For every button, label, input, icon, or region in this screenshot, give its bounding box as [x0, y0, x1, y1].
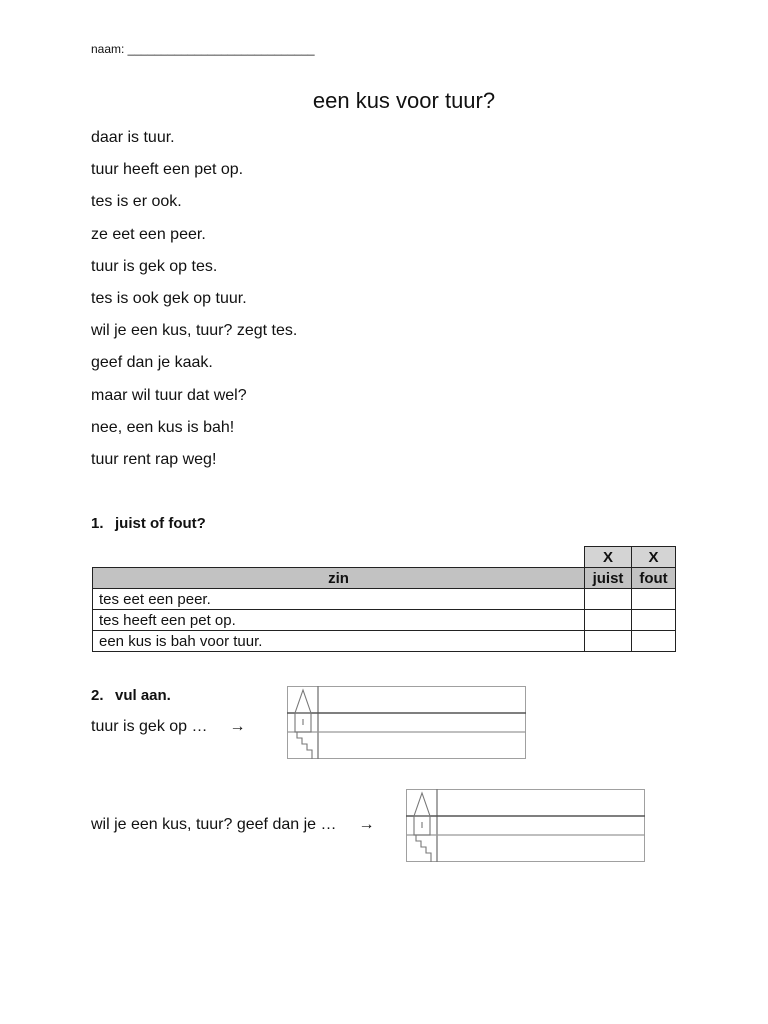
arrow-right-icon: → — [229, 718, 246, 735]
fout-checkbox-cell[interactable] — [632, 610, 676, 631]
question-1-heading — [91, 515, 206, 532]
writing-lines-box[interactable] — [287, 686, 527, 760]
fout-checkbox-cell[interactable] — [632, 631, 676, 652]
sentence-cell: tes heeft een pet op. — [93, 610, 585, 631]
story-line: tes is er ook. — [91, 193, 182, 211]
fill-in-prompt — [91, 718, 246, 736]
table-spacer — [93, 547, 585, 568]
story-line: tuur rent rap weg! — [91, 450, 217, 468]
question-label: vul aan. — [115, 687, 171, 704]
juist-checkbox-cell[interactable] — [585, 589, 632, 610]
column-header-juist: juist — [585, 568, 632, 589]
story-line: ze eet een peer. — [91, 225, 206, 243]
table-row — [93, 610, 676, 631]
fill-in-prompt — [91, 816, 374, 834]
x-mark-juist: X — [585, 547, 632, 568]
story-text — [91, 128, 297, 482]
story-line: tuur is gek op tes. — [91, 257, 218, 275]
story-line: daar is tuur. — [91, 129, 175, 146]
fout-checkbox-cell[interactable] — [632, 589, 676, 610]
sentence-cell: tes eet een peer. — [93, 589, 585, 610]
arrow-right-icon: → — [358, 816, 375, 833]
table-row — [93, 631, 676, 652]
story-line: nee, een kus is bah! — [91, 418, 235, 436]
story-line: geef dan je kaak. — [91, 354, 213, 372]
question-number: 1. — [91, 515, 104, 532]
sentence-cell: een kus is bah voor tuur. — [93, 631, 585, 652]
true-false-table — [92, 546, 676, 652]
prompt-text: wil je een kus, tuur? geef dan je … — [91, 816, 337, 833]
story-line: tuur heeft een pet op. — [91, 161, 244, 179]
name-field: naam: ____________________________ — [91, 42, 315, 56]
question-2-heading — [91, 687, 171, 704]
letter-house-icon — [295, 690, 312, 759]
juist-checkbox-cell[interactable] — [585, 610, 632, 631]
writing-lines-box[interactable] — [406, 789, 646, 863]
story-line: maar wil tuur dat wel? — [91, 386, 247, 404]
story-line: wil je een kus, tuur? zegt tes. — [91, 322, 298, 340]
letter-house-icon — [414, 793, 431, 862]
column-header-fout: fout — [632, 568, 676, 589]
question-label: juist of fout? — [115, 515, 206, 532]
juist-checkbox-cell[interactable] — [585, 631, 632, 652]
table-row — [93, 589, 676, 610]
story-line: tes is ook gek op tuur. — [91, 289, 247, 307]
page-title: een kus voor tuur? — [312, 88, 496, 113]
x-mark-fout: X — [632, 547, 676, 568]
question-number: 2. — [91, 687, 104, 704]
prompt-text: tuur is gek op … — [91, 718, 208, 735]
column-header-zin: zin — [93, 568, 585, 589]
